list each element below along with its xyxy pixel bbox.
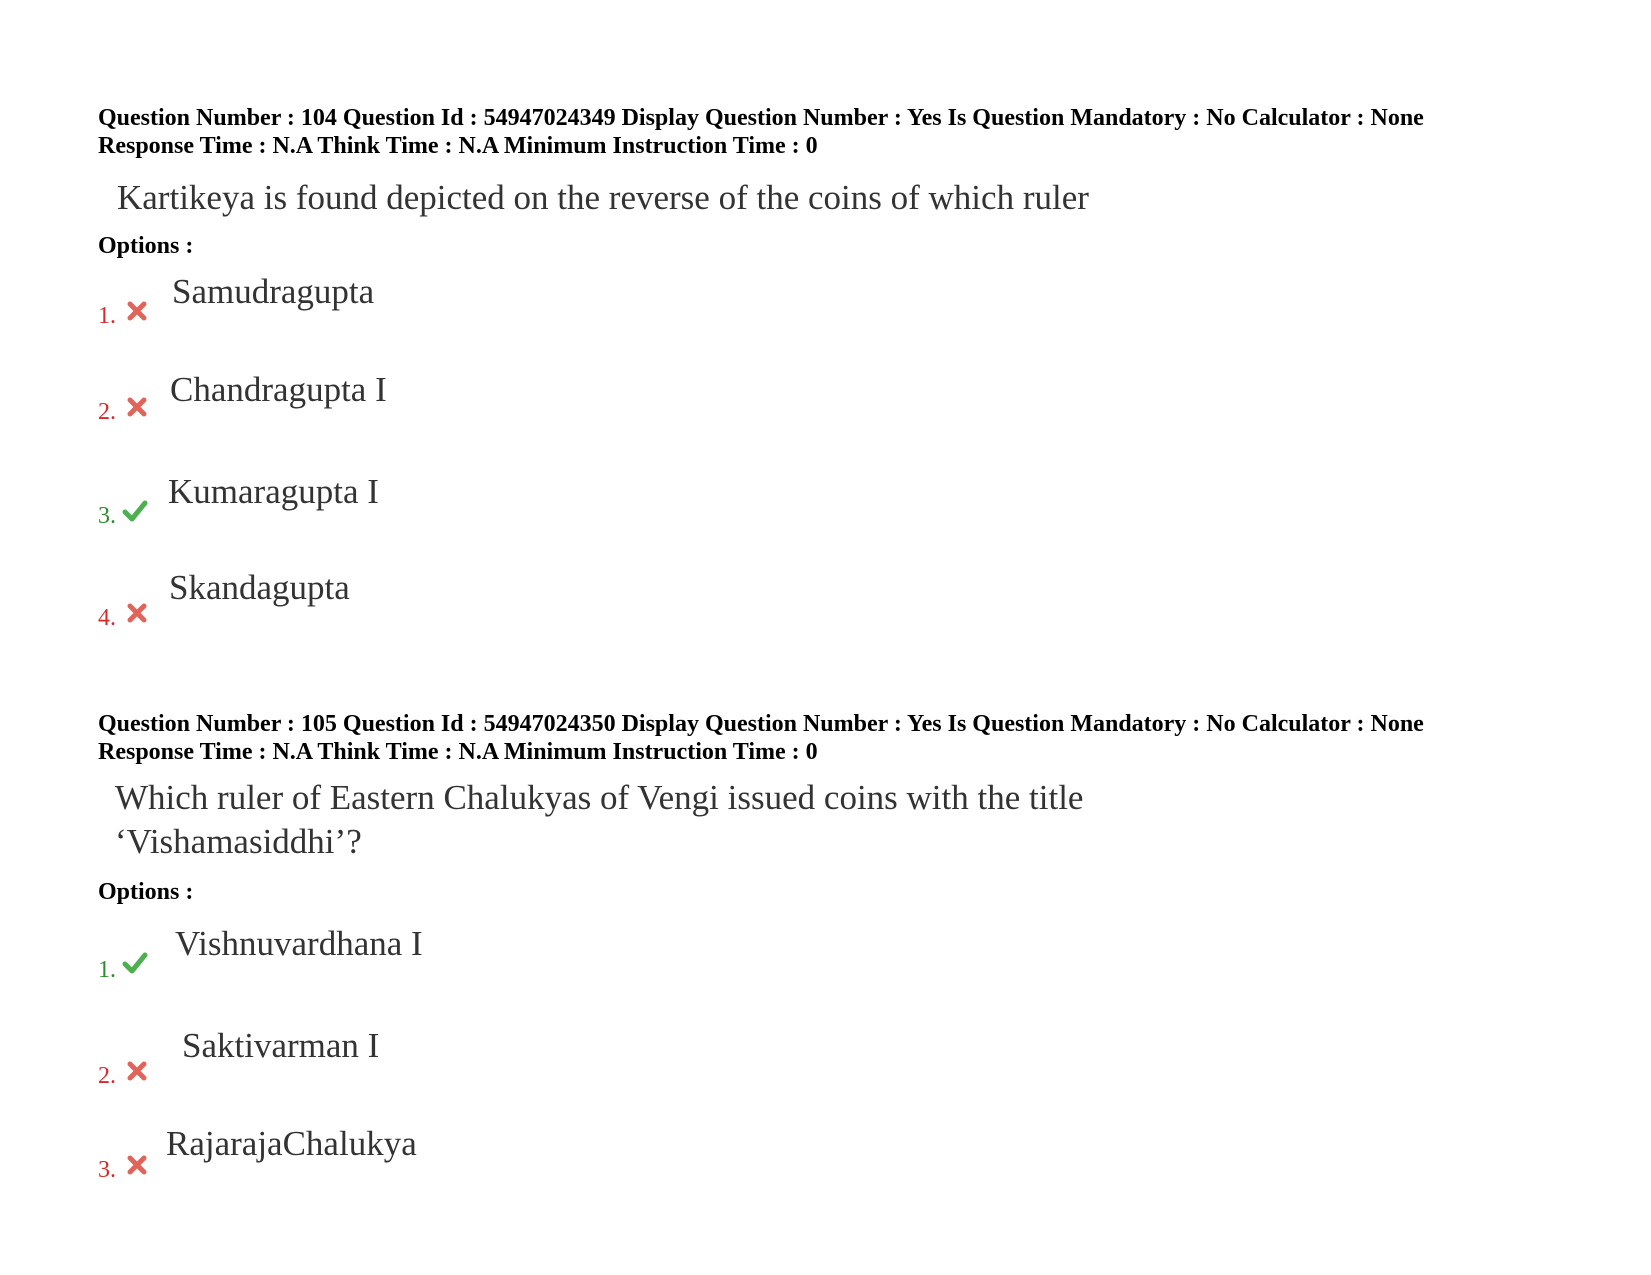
options-label: Options : (98, 233, 194, 259)
question-text-line-1: Which ruler of Eastern Chalukyas of Vengi issued coins with the title (115, 778, 1084, 817)
option-text: Kumaragupta I (168, 472, 379, 511)
option-number: 1. (98, 957, 116, 983)
question-text: Kartikeya is found depicted on the reverse of the coins of which ruler (117, 178, 1089, 217)
option-number: 1. (98, 303, 116, 329)
cross-icon (124, 298, 150, 324)
option-text: RajarajaChalukya (166, 1124, 417, 1163)
question-meta-line-2: Response Time : N.A Think Time : N.A Minimum Instruction Time : 0 (98, 739, 818, 765)
option-number: 3. (98, 503, 116, 529)
cross-icon (124, 1058, 150, 1084)
cross-icon (124, 600, 150, 626)
option-number: 2. (98, 399, 116, 425)
option-text: Vishnuvardhana I (175, 924, 423, 963)
option-text: Chandragupta I (170, 370, 387, 409)
question-meta-line-2: Response Time : N.A Think Time : N.A Minimum Instruction Time : 0 (98, 133, 818, 159)
question-meta-line-1: Question Number : 105 Question Id : 54947024350 Display Question Number : Yes Is Question Mandatory : No Calculator : None (98, 711, 1424, 737)
cross-icon (124, 1152, 150, 1178)
question-text-line-2: ‘Vishamasiddhi’? (115, 822, 362, 861)
option-number: 3. (98, 1157, 116, 1183)
check-icon (122, 498, 148, 524)
option-number: 4. (98, 605, 116, 631)
options-label: Options : (98, 879, 194, 905)
check-icon (122, 950, 148, 976)
option-text: Samudragupta (172, 272, 375, 311)
question-meta-line-1: Question Number : 104 Question Id : 54947024349 Display Question Number : Yes Is Question Mandatory : No Calculator : None (98, 105, 1424, 131)
option-number: 2. (98, 1063, 116, 1089)
option-text: Skandagupta (169, 568, 350, 607)
cross-icon (124, 394, 150, 420)
option-text: Saktivarman I (182, 1026, 380, 1065)
